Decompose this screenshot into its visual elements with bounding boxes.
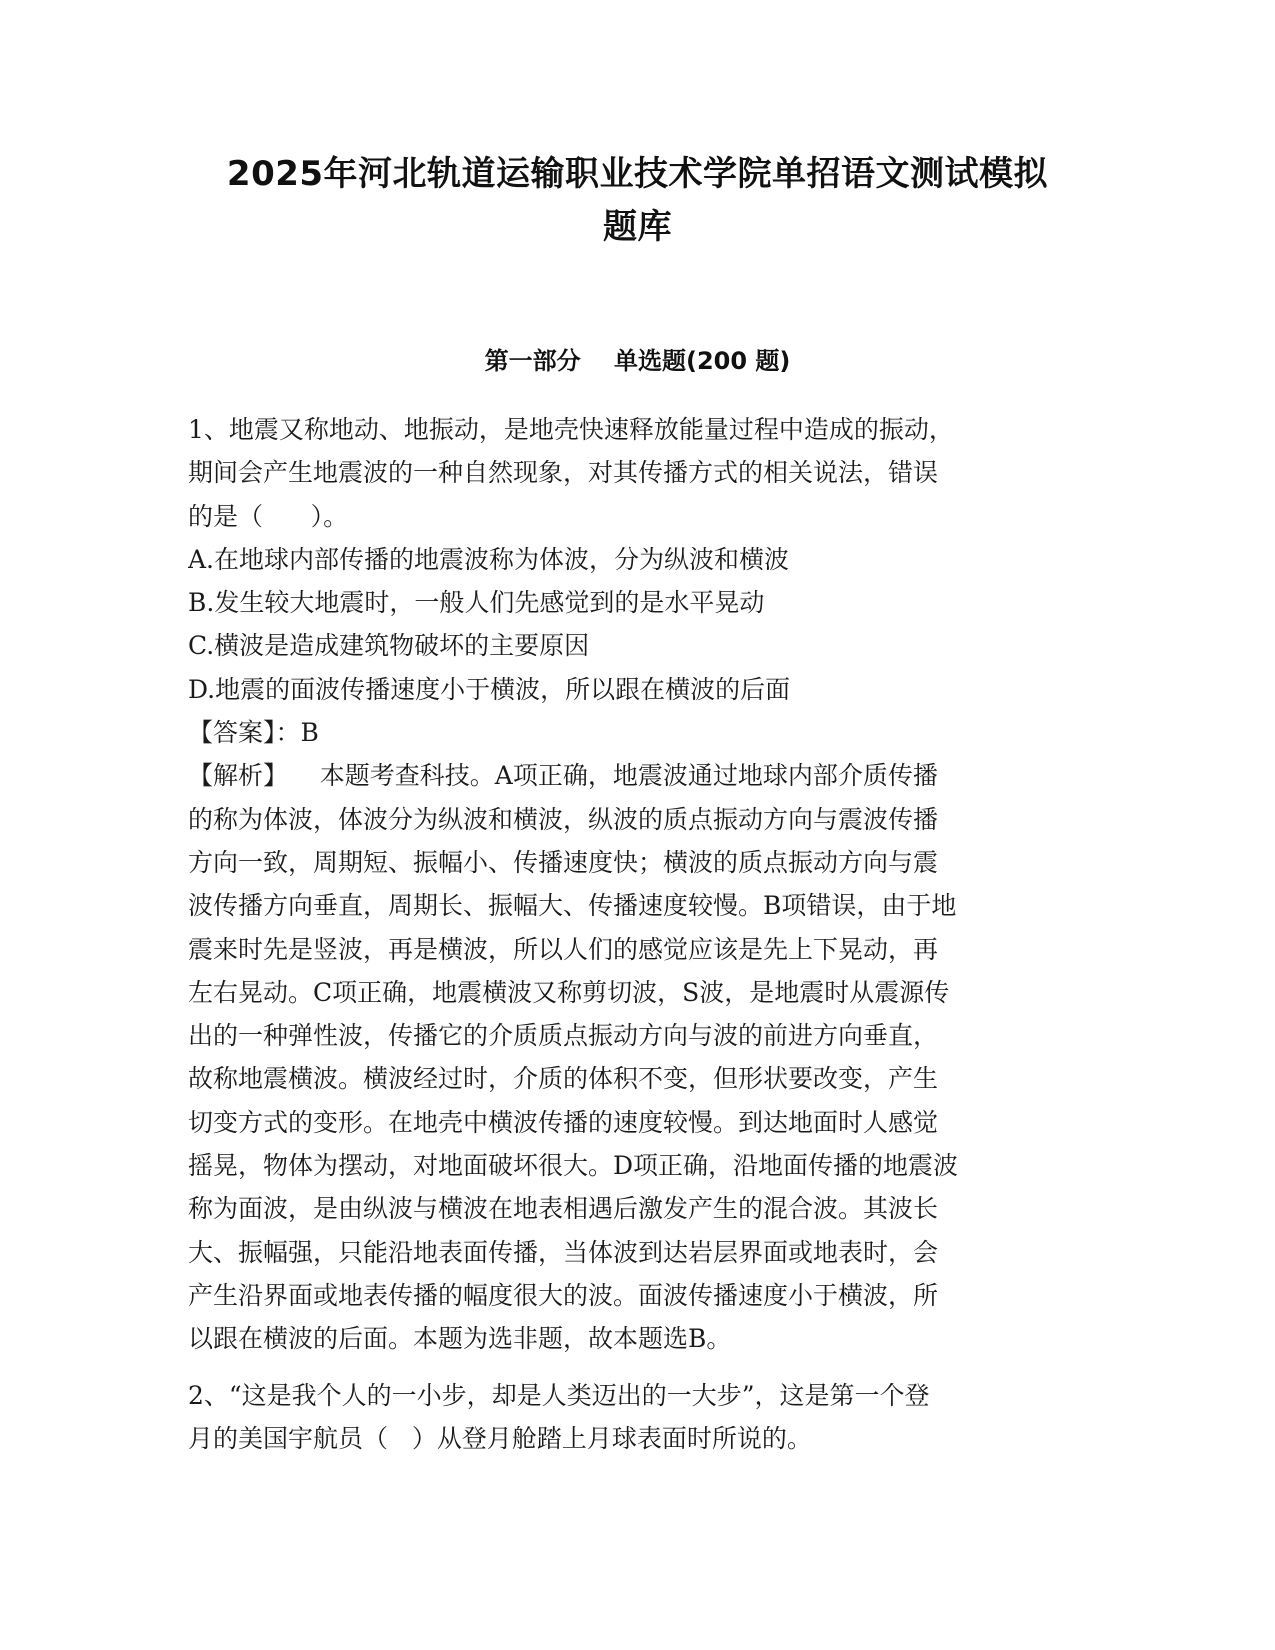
- analysis-line: 故称地震横波。横波经过时，介质的体积不变，但形状要改变，产生: [188, 1064, 939, 1094]
- section-title: 第一部分 单选题(200 题): [484, 347, 791, 375]
- analysis-line: 左右晃动。C项正确，地震横波又称剪切波，S波，是地震时从震源传: [188, 977, 950, 1007]
- question-stem-line: 的是（ ）。: [188, 501, 349, 531]
- analysis-line: 大、振幅强，只能沿地表面传播，当体波到达岩层界面或地表时，会: [188, 1237, 939, 1267]
- question-spacer: [188, 1361, 1088, 1374]
- analysis-line: 的称为体波，体波分为纵波和横波，纵波的质点振动方向与震波传播: [188, 804, 939, 834]
- analysis-line: 震来时先是竖波，再是横波，所以人们的感觉应该是先上下晃动，再: [188, 934, 939, 964]
- question-stem-line: 2、“这是我个人的一小步，却是人类迈出的一大步”，这是第一个登: [188, 1380, 930, 1410]
- analysis-line: 波传播方向垂直，周期长、振幅大、传播速度较慢。B项错误，由于地: [188, 891, 957, 921]
- question-1-analysis: [188, 754, 1088, 1360]
- option-a: A.在地球内部传播的地震波称为体波，分为纵波和横波: [188, 544, 790, 574]
- question-stem-line: 月的美国宇航员（ ）从登月舱踏上月球表面时所说的。: [188, 1423, 812, 1453]
- question-2: [188, 1374, 1088, 1461]
- question-1: [188, 408, 1088, 1361]
- option-d: D.地震的面波传播速度小于横波，所以跟在横波的后面: [188, 674, 791, 704]
- analysis-line: 方向一致，周期短、振幅小、传播速度快；横波的质点振动方向与震: [188, 847, 939, 877]
- analysis-line: 切变方式的变形。在地壳中横波传播的速度较慢。到达地面时人感觉: [188, 1107, 939, 1137]
- question-1-stem: [188, 408, 1088, 538]
- option-b: B.发生较大地震时，一般人们先感觉到的是水平晃动: [188, 588, 765, 618]
- document-title-line-1: 2025年河北轨道运输职业技术学院单招语文测试模拟: [226, 154, 1049, 194]
- option-c: C.横波是造成建筑物破坏的主要原因: [188, 631, 590, 661]
- analysis-line: 以跟在横波的后面。本题为选非题，故本题选B。: [188, 1324, 732, 1354]
- question-list: [188, 408, 1088, 1460]
- document-title-line-2: 题库: [603, 207, 672, 247]
- answer-label: 【答案】：B: [188, 718, 319, 748]
- analysis-line: 摇晃，物体为摆动，对地面破坏很大。D项正确，沿地面传播的地震波: [188, 1151, 959, 1181]
- analysis-line: 【解析】 本题考查科技。A项正确，地震波通过地球内部介质传播: [188, 761, 938, 791]
- analysis-line: 称为面波，是由纵波与横波在地表相遇后激发产生的混合波。其波长: [188, 1194, 939, 1224]
- analysis-line: 出的一种弹性波，传播它的介质质点振动方向与波的前进方向垂直，: [188, 1021, 939, 1051]
- analysis-line: 产生沿界面或地表传播的幅度很大的波。面波传播速度小于横波，所: [188, 1280, 939, 1310]
- question-stem-line: 期间会产生地震波的一种自然现象，对其传播方式的相关说法，错误: [188, 458, 939, 488]
- document-title: [150, 148, 1125, 254]
- question-2-stem: [188, 1374, 1088, 1461]
- question-1-options: [188, 538, 1088, 711]
- question-stem-line: 1、地震又称地动、地振动，是地壳快速释放能量过程中造成的振动，: [188, 415, 954, 444]
